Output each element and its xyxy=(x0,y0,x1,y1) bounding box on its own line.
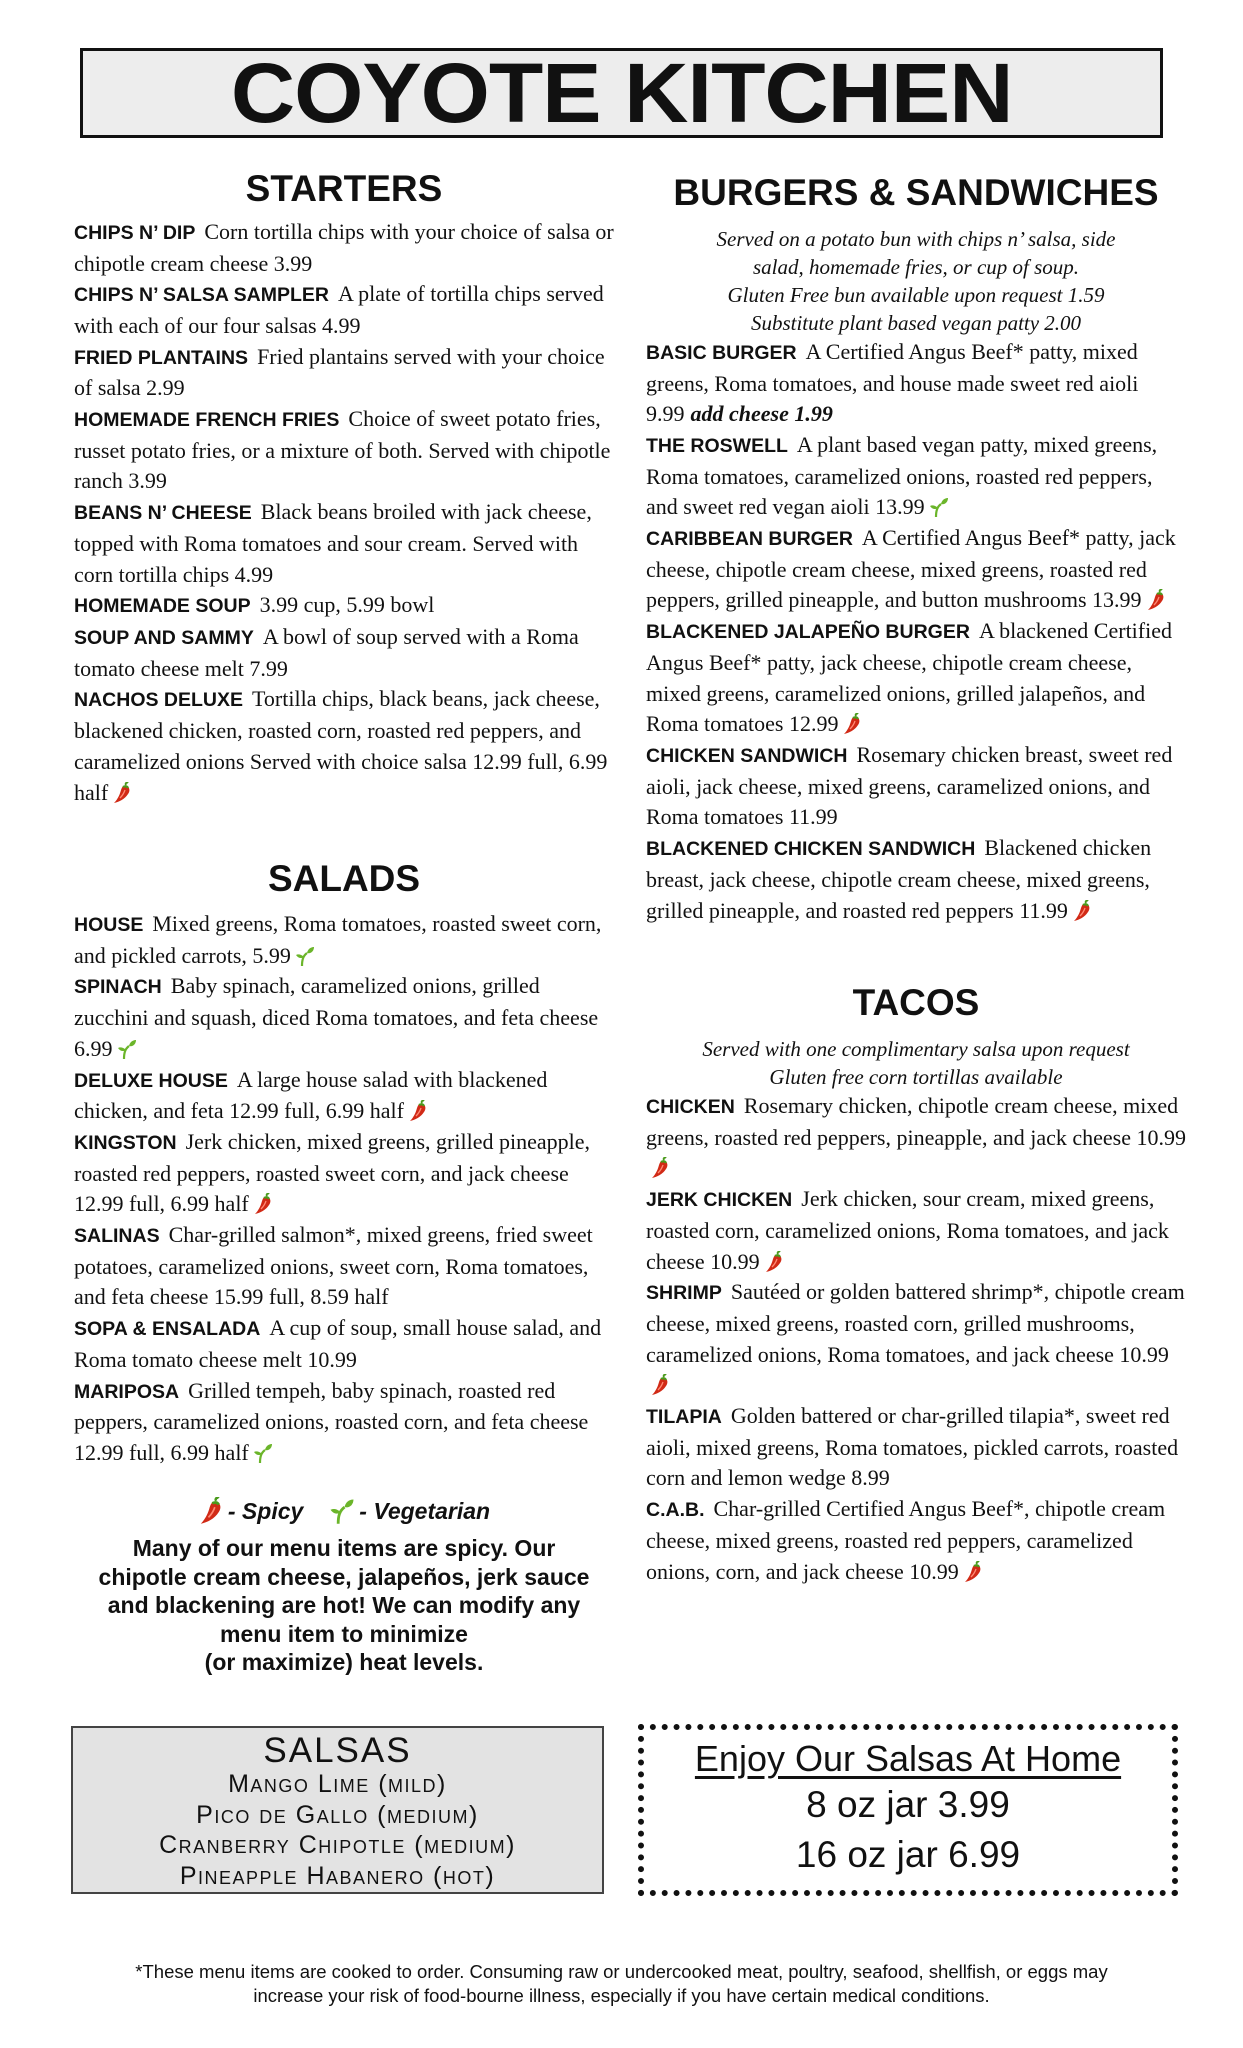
menu-item xyxy=(74,1065,614,1127)
menu-item xyxy=(646,337,1186,430)
sprout-icon xyxy=(295,945,315,967)
menu-item-name: CHICKEN xyxy=(646,1096,735,1119)
chili-pepper-icon xyxy=(408,1100,428,1122)
menu-item-name: C.A.B. xyxy=(646,1499,705,1522)
salsa-item: Cranberry Chipotle (medium) xyxy=(159,1831,516,1859)
starters-heading: STARTERS xyxy=(245,168,443,209)
menu-item-name: CHIPS N’ SALSA SAMPLER xyxy=(74,284,329,307)
menu-item-name: JERK CHICKEN xyxy=(646,1189,793,1212)
footer-line: *These menu items are cooked to order. Consuming raw or undercooked meat, poultry, seafood, shellfish, or eggs may xyxy=(135,1961,1108,1982)
note-line: and blackening are hot! We can modify any xyxy=(107,1592,581,1618)
menu-item-name: HOUSE xyxy=(74,914,144,937)
menu-item-name: THE ROSWELL xyxy=(646,434,788,457)
title-banner xyxy=(80,48,1163,138)
menu-item-description: Jerk chicken, mixed greens, grilled pineapple, roasted red peppers, roasted sweet corn, and jack cheese 12.99 full, 6.99 half xyxy=(74,1128,590,1217)
footer-line: increase your risk of food-bourne illness, especially if you have certain medical conditions. xyxy=(253,1985,990,2006)
menu-item-name: KINGSTON xyxy=(74,1131,177,1154)
menu-item-name: HOMEMADE SOUP xyxy=(74,595,251,618)
note-line: chipotle cream cheese, jalapeños, jerk sauce xyxy=(98,1563,590,1590)
salsa-item: Pineapple Habanero (hot) xyxy=(179,1861,496,1890)
note-line: Substitute plant based vegan patty 2.00 xyxy=(750,310,1082,335)
salads-section xyxy=(74,860,614,1469)
jar-price: 16 oz jar 6.99 xyxy=(795,1834,1021,1875)
menu-item-name: SOPA & ENSALADA xyxy=(74,1318,261,1341)
note-line: Gluten free corn tortillas available xyxy=(769,1065,1063,1090)
menu-item xyxy=(74,1220,614,1313)
menu-item-description: Fried plantains served with your choice of salsa 2.99 xyxy=(74,343,605,401)
menu-item xyxy=(74,497,614,590)
menu-item xyxy=(646,1494,1186,1587)
menu-item-description: Mixed greens, Roma tomatoes, roasted sweet corn, and pickled carrots, 5.99 xyxy=(74,911,602,968)
tacos-note xyxy=(646,1035,1186,1091)
menu-item-description: A large house salad with blackened chicken, and feta 12.99 full, 6.99 half xyxy=(74,1066,548,1124)
menu-item xyxy=(646,430,1186,523)
note-line: (or maximize) heat levels. xyxy=(204,1649,484,1675)
chili-pepper-icon xyxy=(650,1374,670,1396)
menu-item xyxy=(74,590,614,622)
menu-item xyxy=(74,1127,614,1220)
menu-item xyxy=(74,217,614,279)
menu-item xyxy=(646,1401,1186,1494)
menu-item-description: Grilled tempeh, baby spinach, roasted red peppers, caramelized onions, roasted corn, and feta cheese 12.99 full, 6.99 half xyxy=(74,1377,589,1465)
menu-item-description: Black beans broiled with jack cheese, topped with Roma tomatoes and sour cream. Served with corn tortilla chips 4.99 xyxy=(74,499,592,587)
menu-item-name: MARIPOSA xyxy=(74,1380,180,1403)
menu-item xyxy=(74,1376,614,1469)
chili-pepper-icon xyxy=(1072,900,1092,922)
menu-item-description: A plant based vegan patty, mixed greens, Roma tomatoes, caramelized onions, roasted red peppers, and sweet red vegan aioli 13.99 xyxy=(646,431,1158,520)
legend xyxy=(74,1496,614,1677)
menu-item-name: FRIED PLANTAINS xyxy=(74,346,249,369)
menu-item-description: A Certified Angus Beef* patty, jack cheese, chipotle cream cheese, mixed greens, roasted red peppers, grilled pineapple, and button mushrooms 13.99 xyxy=(646,525,1176,613)
menu-item-name: BEANS N’ CHEESE xyxy=(74,502,252,525)
menu-item-description: A blackened Certified Angus Beef* patty, jack cheese, chipotle cream cheese, mixed greens, caramelized onions, grilled jalapeños, and Roma tomatoes 12.99 xyxy=(646,618,1172,737)
menu-item-description: Char-grilled salmon*, mixed greens, fried sweet potatoes, caramelized onions, sweet corn, Roma tomatoes, and feta cheese 15.99 full, 8.59 half xyxy=(74,1222,593,1310)
menu-item xyxy=(74,684,614,808)
starters-section xyxy=(74,170,614,808)
menu-item xyxy=(74,1313,614,1375)
legend-keys xyxy=(74,1496,614,1526)
menu-item-name: HOMEMADE FRENCH FRIES xyxy=(74,409,340,432)
chili-pepper-icon xyxy=(650,1157,670,1179)
jars-list xyxy=(644,1780,1172,1880)
menu-item-description: Char-grilled Certified Angus Beef*, chipotle cream cheese, mixed greens, roasted red peppers, caramelized onions, corn, and jack cheese 10.99 xyxy=(646,1496,1166,1584)
legend-spicy-label: - Spicy xyxy=(227,1498,304,1524)
menu-item-description: Golden battered or char-grilled tilapia*, sweet red aioli, mixed greens, Roma tomatoes, pickled carrots, roasted corn and lemon wedge 8.99 xyxy=(646,1403,1179,1491)
note-line: menu item to minimize xyxy=(220,1620,468,1647)
menu-item-name: DELUXE HOUSE xyxy=(74,1069,228,1092)
burgers-section xyxy=(646,174,1186,926)
tacos-heading: TACOS xyxy=(852,982,980,1024)
menu-item-description: Jerk chicken, sour cream, mixed greens, roasted corn, caramelized onions, Roma tomatoes, and jack cheese 10.99 xyxy=(646,1186,1169,1274)
menu-item-description: Blackened chicken breast, jack cheese, chipotle cream cheese, mixed greens, grilled pineapple, and roasted red peppers 11.99 xyxy=(646,835,1152,923)
menu-item xyxy=(74,909,614,971)
tacos-list xyxy=(646,1091,1186,1587)
menu-item-description: A Certified Angus Beef* patty, mixed greens, Roma tomatoes, and house made sweet red aioli 9.99 xyxy=(646,338,1139,427)
menu-item-description: Sautéed or golden battered shrimp*, chipotle cream cheese, mixed greens, roasted corn, grilled mushrooms, caramelized onions, Roma tomatoes, and jack cheese 10.99 xyxy=(646,1279,1185,1367)
footer-disclaimer xyxy=(60,1960,1183,2008)
menu-item-name: SHRIMP xyxy=(646,1282,722,1305)
menu-item xyxy=(646,833,1186,926)
salsa-jars-box xyxy=(638,1724,1178,1896)
right-column xyxy=(646,170,1186,1587)
left-column xyxy=(74,170,614,1469)
burgers-heading: BURGERS & SANDWICHES xyxy=(673,172,1159,213)
restaurant-title: COYOTE KITCHEN xyxy=(230,46,1013,140)
menu-item-name: TILAPIA xyxy=(646,1406,722,1429)
note-line: Served on a potato bun with chips n’ salsa, side xyxy=(716,226,1116,251)
menu-item-name: BLACKENED JALAPEÑO BURGER xyxy=(646,621,970,644)
menu-item-name: BASIC BURGER xyxy=(646,341,797,364)
menu-item-description: A bowl of soup served with a Roma tomato cheese melt 7.99 xyxy=(74,623,579,681)
menu-item-description: Choice of sweet potato fries, russet potato fries, or a mixture of both. Served with chipotle ranch 3.99 xyxy=(74,406,611,494)
menu-item-description: Tortilla chips, black beans, jack cheese, blackened chicken, roasted corn, roasted red peppers, and caramelized onions Served with choice salsa 12.99 full, 6.99 half xyxy=(74,686,608,805)
menu-item xyxy=(74,404,614,497)
menu-item xyxy=(74,279,614,341)
tacos-section xyxy=(646,984,1186,1587)
sprout-icon xyxy=(117,1038,137,1060)
heat-note xyxy=(74,1534,614,1677)
note-line: Served with one complimentary salsa upon request xyxy=(702,1037,1130,1062)
chili-pepper-icon xyxy=(253,1193,273,1215)
chili-pepper-icon xyxy=(842,713,862,735)
menu-item xyxy=(646,616,1186,740)
salsa-item: Pico de Gallo (medium) xyxy=(196,1800,479,1829)
menu-item-name: NACHOS DELUXE xyxy=(74,689,244,712)
menu-item xyxy=(646,1277,1186,1401)
chili-pepper-icon xyxy=(1146,589,1166,611)
menu-item-name: SPINACH xyxy=(74,976,162,999)
menu-item xyxy=(646,523,1186,616)
starters-list xyxy=(74,217,614,808)
menu-item-description: Rosemary chicken, chipotle cream cheese, mixed greens, roasted red peppers, pineapple, and jack cheese 10.99 xyxy=(646,1093,1186,1150)
jar-price: 8 oz jar 3.99 xyxy=(806,1784,1010,1825)
menu-item xyxy=(74,622,614,684)
menu-item-description: A cup of soup, small house salad, and Roma tomato cheese melt 10.99 xyxy=(74,1315,602,1372)
menu-item-description: Baby spinach, caramelized onions, grilled zucchini and squash, diced Roma tomatoes, and feta cheese 6.99 xyxy=(74,973,599,1061)
chili-pepper-icon xyxy=(963,1561,983,1583)
burgers-note xyxy=(646,225,1186,337)
sprout-icon xyxy=(253,1442,273,1464)
legend-veg-label: - Vegetarian xyxy=(359,1498,491,1524)
salsa-item: Mango Lime (mild) xyxy=(228,1770,447,1798)
menu-item-description: Corn tortilla chips with your choice of salsa or chipotle cream cheese 3.99 xyxy=(74,218,614,276)
menu-item-name: CHIPS N’ DIP xyxy=(74,221,196,244)
menu-item xyxy=(646,740,1186,833)
salads-heading: SALADS xyxy=(267,858,421,900)
menu-item xyxy=(74,342,614,404)
burgers-list xyxy=(646,337,1186,926)
salsas-heading: SALSAS xyxy=(263,1731,412,1770)
note-line: Gluten Free bun available upon request 1.59 xyxy=(727,282,1105,307)
salads-list xyxy=(74,909,614,1469)
chili-pepper-icon xyxy=(764,1251,784,1273)
menu-item xyxy=(646,1091,1186,1184)
note-line: Many of our menu items are spicy. Our xyxy=(132,1535,556,1561)
menu-item-description: Rosemary chicken breast, sweet red aioli, jack cheese, mixed greens, caramelized onions, and Roma tomatoes 11.99 xyxy=(646,741,1173,830)
menu-item-name: BLACKENED CHICKEN SANDWICH xyxy=(646,838,976,861)
menu-item-name: CARIBBEAN BURGER xyxy=(646,528,853,551)
menu-item-description: 3.99 cup, 5.99 bowl xyxy=(259,592,435,618)
jars-heading: Enjoy Our Salsas At Home xyxy=(694,1738,1122,1779)
menu-item xyxy=(74,971,614,1064)
salsas-list xyxy=(73,1769,602,1891)
menu-item-description: A plate of tortilla chips served with each of our four salsas 4.99 xyxy=(74,281,604,338)
menu-item-addon: add cheese 1.99 xyxy=(690,401,833,427)
menu-item-name: SALINAS xyxy=(74,1225,160,1248)
chili-pepper-icon xyxy=(198,1497,224,1525)
note-line: salad, homemade fries, or cup of soup. xyxy=(752,254,1080,279)
salsas-box xyxy=(71,1726,604,1894)
menu-item-name: SOUP AND SAMMY xyxy=(74,626,254,649)
sprout-icon xyxy=(329,1497,355,1525)
sprout-icon xyxy=(929,496,949,518)
menu-item xyxy=(646,1184,1186,1277)
menu-item-name: CHICKEN SANDWICH xyxy=(646,744,848,767)
chili-pepper-icon xyxy=(112,782,132,804)
